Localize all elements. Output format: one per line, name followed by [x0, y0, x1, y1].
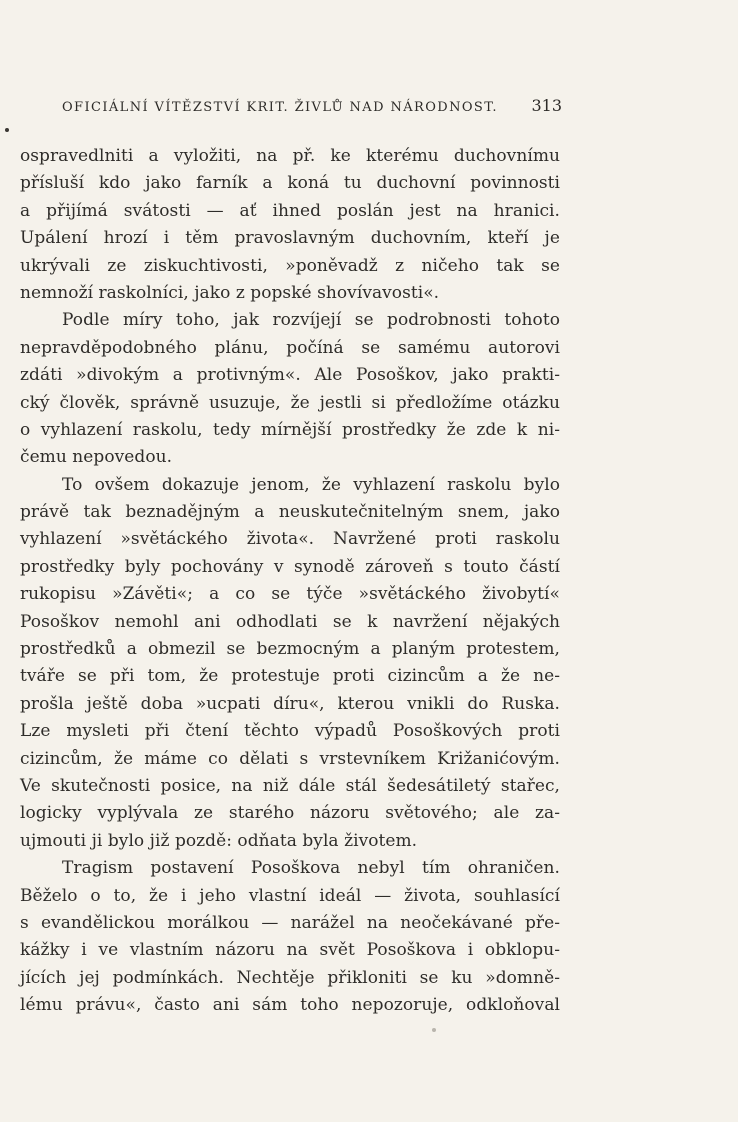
text-line: a přijímá svátosti — ať ihned poslán jest na hranici. — [20, 200, 560, 221]
text-line: Ve skutečnosti posice, na niž dále stál šedesátiletý stařec, — [20, 775, 560, 796]
text-line: nemnoží raskolníci, jako z popské shovívavosti«. — [20, 282, 440, 303]
text-line: Posoškov nemohl ani odhodlati se k navržení nějakých — [20, 611, 560, 632]
text-line: Běželo o to, že i jeho vlastní ideál — života, souhlasící — [20, 885, 560, 906]
text-line: tváře se při tom, že protestuje proti cizincům a že ne- — [20, 666, 560, 687]
page-speck — [432, 1028, 436, 1032]
text-line: zdáti »divokým a protivným«. Ale Posoškov, jako prakti- — [20, 365, 560, 386]
margin-speck — [5, 128, 9, 132]
text-line: jících jej podmínkách. Nechtěje přikloniti se ku »domně- — [20, 967, 560, 988]
text-line: ukrývali ze ziskuchtivosti, »poněvadž z ničeho tak se — [20, 255, 560, 276]
body-text — [20, 143, 560, 1020]
text-line: čemu nepovedou. — [20, 447, 173, 468]
text-line: Upálení hrozí i těm pravoslavným duchovním, kteří je — [20, 228, 560, 249]
text-line: prošla ještě doba »ucpati díru«, kterou vnikli do Ruska. — [20, 693, 560, 714]
paragraph-start: Tragism postavení Posoškova nebyl tím ohraničen. — [62, 858, 560, 879]
text-line: vyhlazení »světáckého života«. Navržené proti raskolu — [20, 529, 560, 550]
text-line: přísluší kdo jako farník a koná tu duchovní povinnosti — [20, 173, 560, 194]
text-line: cký člověk, správně usuzuje, že jestli si předložíme otázku — [20, 392, 560, 413]
text-line: Lze mysleti při čtení těchto výpadů Posoškových proti — [20, 721, 560, 742]
text-line: kážky i ve vlastním názoru na svět Posoškova i obklopu- — [20, 940, 560, 961]
text-line: cizincům, že máme co dělati s vrstevníkem Križanićovým. — [20, 748, 560, 769]
text-line: prostředky byly pochovány v synodě zároveň s touto částí — [20, 556, 560, 577]
text-line: s evandělickou morálkou — narážel na neočekávané pře- — [20, 912, 560, 933]
running-head-title: OFICIÁLNÍ VÍTĚZSTVÍ KRIT. ŽIVLŮ NAD NÁRODNOST. — [62, 100, 498, 115]
text-line: ospravedlniti a vyložiti, na př. ke kterému duchovnímu — [20, 146, 560, 166]
page-number: 313 — [531, 96, 562, 115]
text-line: rukopisu »Závěti«; a co se týče »světáckého živobytí« — [20, 584, 560, 605]
text-line: o vyhlazení raskolu, tedy mírnější prostředky že zde k ni- — [20, 419, 560, 440]
text-line: lému právu«, často ani sám toho nepozoruje, odkloňoval — [20, 995, 560, 1016]
text-line: prostředků a obmezil se bezmocným a planým protestem, — [20, 639, 560, 660]
text-line: nepravděpodobného plánu, počíná se samému autorovi — [20, 337, 560, 358]
text-line: logicky vyplývala ze starého názoru světového; ale za- — [20, 803, 560, 824]
paragraph-start: To ovšem dokazuje jenom, že vyhlazení raskolu bylo — [62, 474, 560, 495]
text-line: právě tak beznadějným a neuskutečnitelným snem, jako — [20, 502, 560, 523]
running-head — [62, 96, 562, 120]
paragraph-start: Podle míry toho, jak rozvíjejí se podrobnosti tohoto — [62, 310, 560, 331]
text-line: ujmouti ji bylo již pozdě: odňata byla životem. — [20, 830, 418, 851]
